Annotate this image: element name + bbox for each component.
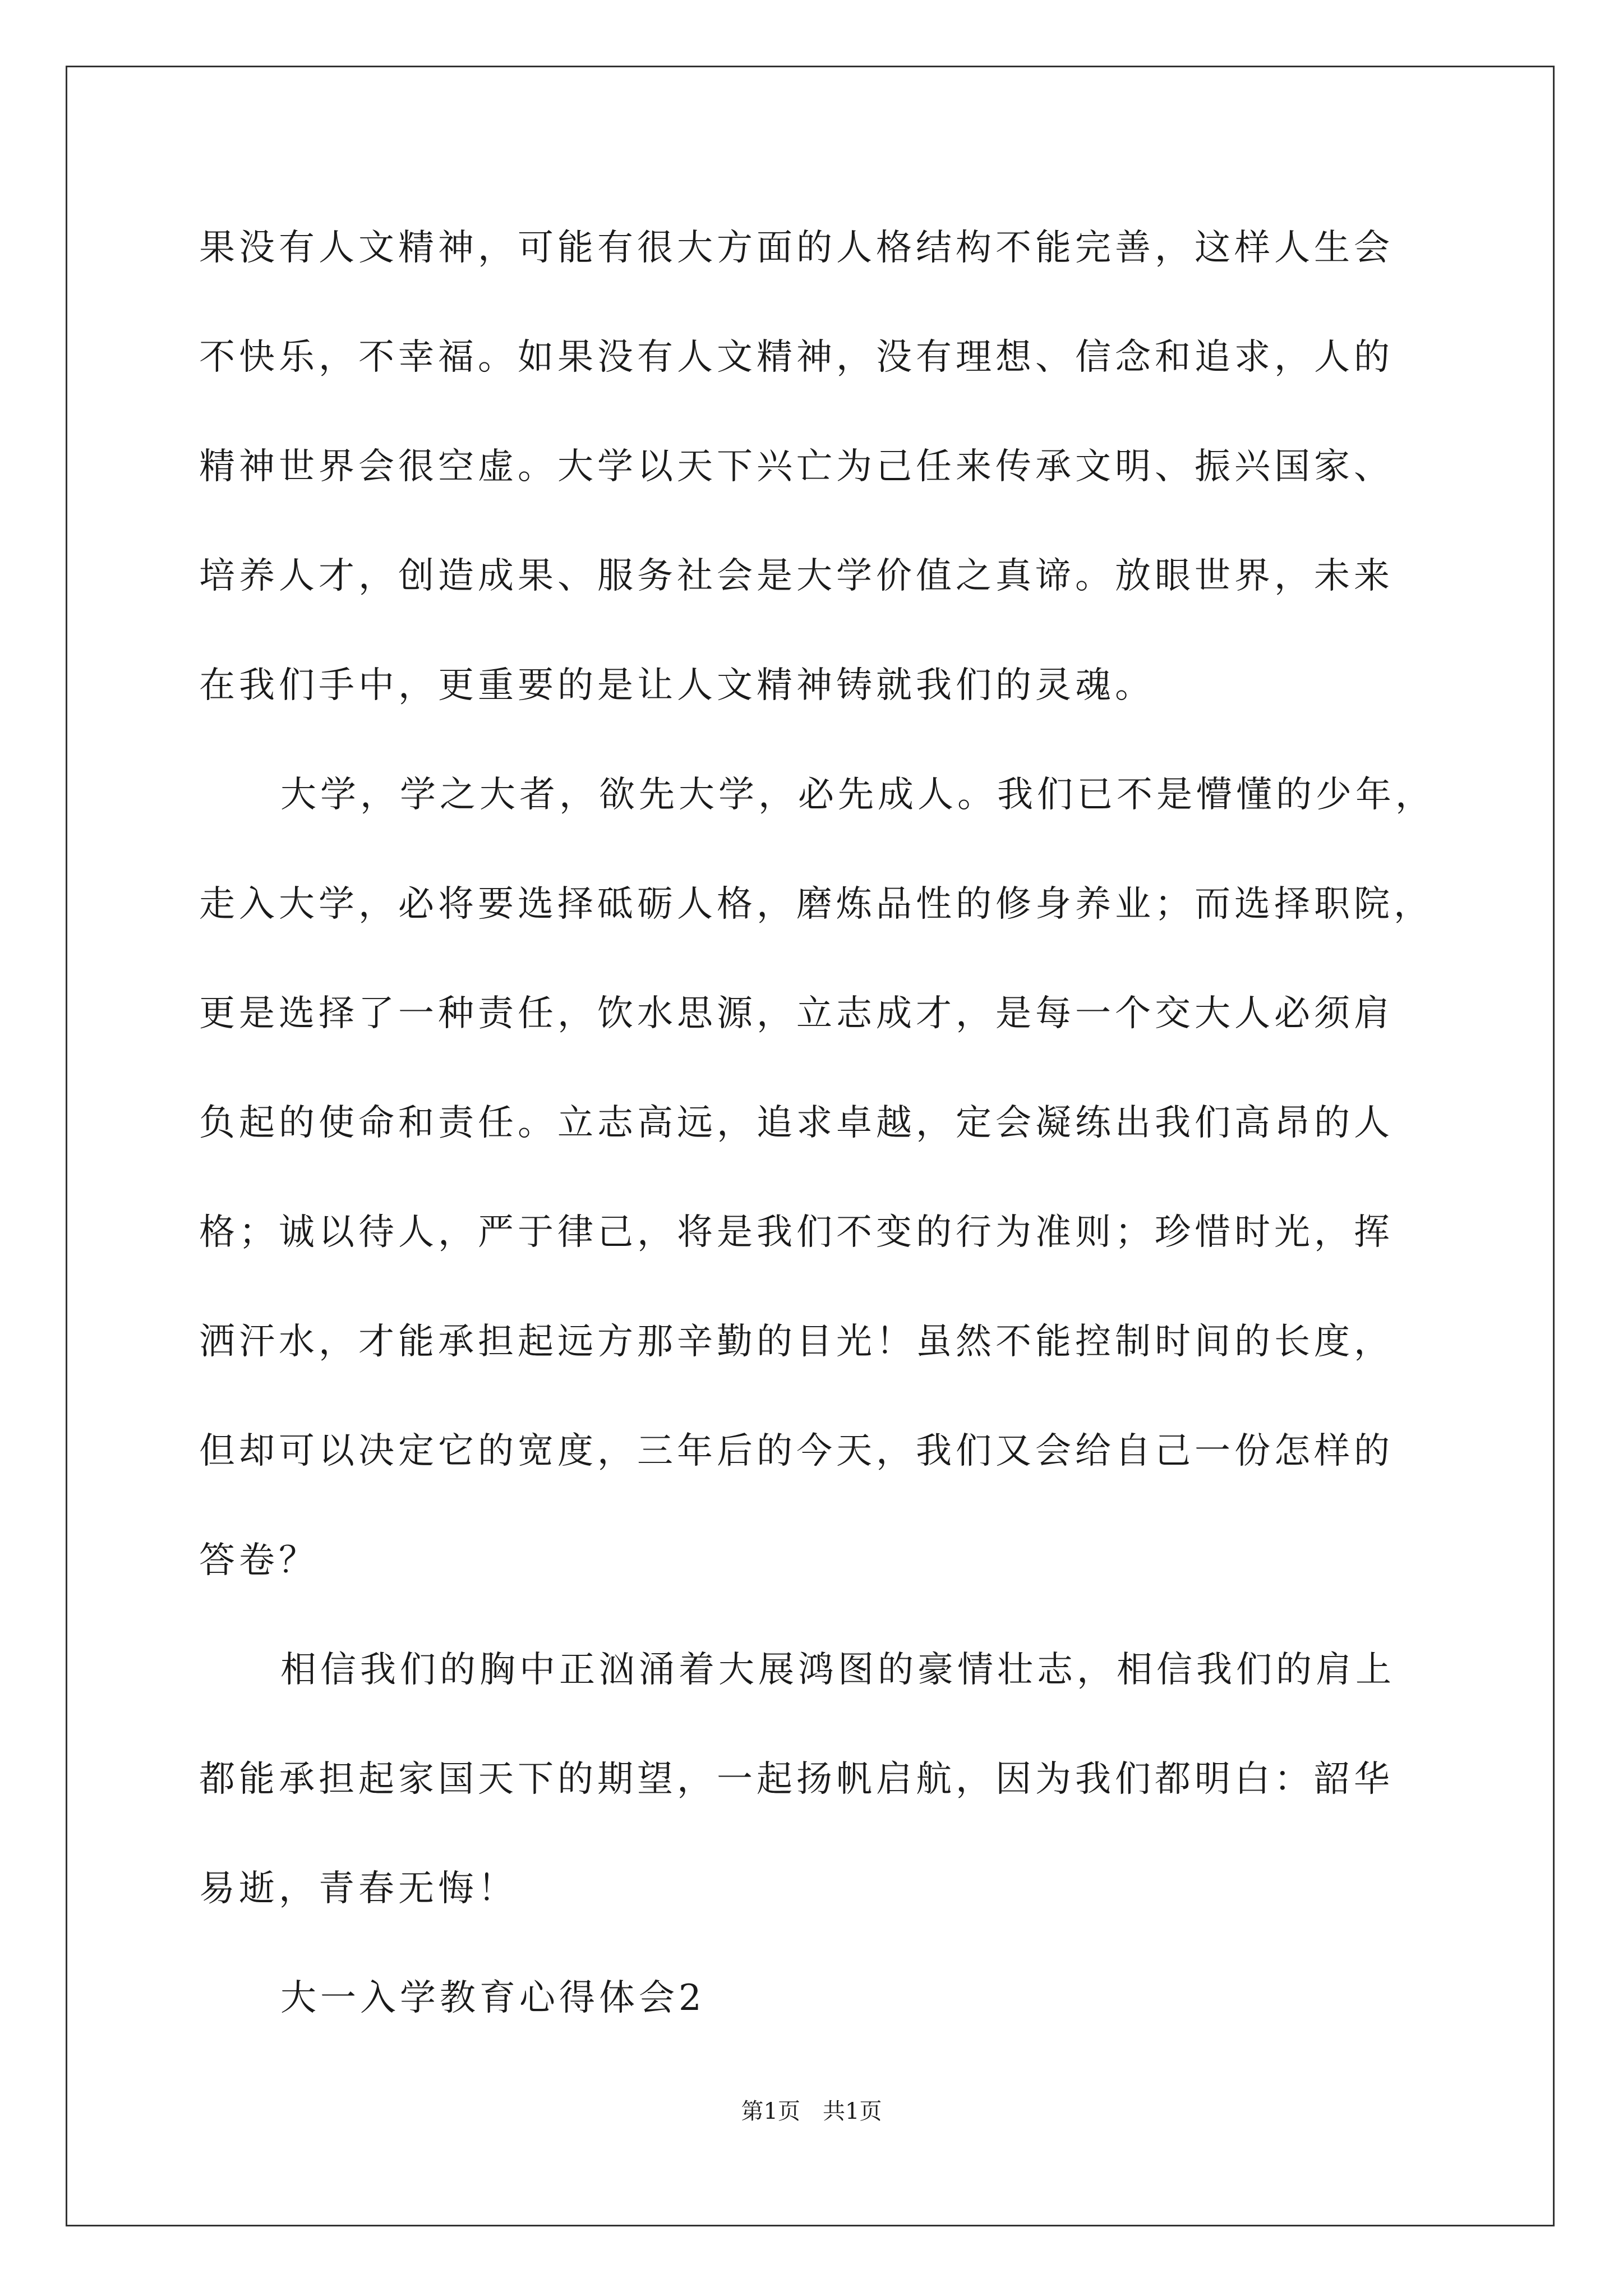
paragraph-2-line-5: 格；诚以待人，严于律己，将是我们不变的行为准则；珍惜时光，挥 xyxy=(199,1212,1394,1253)
paragraph-2-line-2: 走入大学，必将要选择砥砺人格，磨炼品性的修身养业；而选择职院， xyxy=(199,884,1433,925)
paragraph-2-line-6: 洒汗水，才能承担起远方那辛勤的目光！虽然不能控制时间的长度， xyxy=(199,1321,1394,1363)
text-line-3: 精神世界会很空虚。大学以天下兴亡为己任来传承文明、振兴国家、 xyxy=(199,446,1394,487)
section-heading: 大一入学教育心得体会2 xyxy=(280,1977,706,2019)
paragraph-2-line-8: 答卷？ xyxy=(199,1540,319,1581)
text-line-2: 不快乐，不幸福。如果没有人文精神，没有理想、信念和追求，人的 xyxy=(199,337,1394,378)
text-line-5: 在我们手中，更重要的是让人文精神铸就我们的灵魂。 xyxy=(199,665,1155,706)
paragraph-2-line-3: 更是选择了一种责任，饮水思源，立志成才，是每一个交大人必须肩 xyxy=(199,993,1394,1034)
paragraph-3-line-2: 都能承担起家国天下的期望，一起扬帆启航，因为我们都明白：韶华 xyxy=(199,1759,1394,1800)
paragraph-2-line-1: 大学，学之大者，欲先大学，必先成人。我们已不是懵懂的少年， xyxy=(280,774,1435,816)
paragraph-3-line-1: 相信我们的胸中正汹涌着大展鸿图的豪情壮志，相信我们的肩上 xyxy=(280,1649,1395,1691)
paragraph-3-line-3: 易逝，青春无悔！ xyxy=(199,1868,518,1910)
text-line-4: 培养人才，创造成果、服务社会是大学价值之真谛。放眼世界，未来 xyxy=(199,555,1394,597)
text-line-1: 果没有人文精神，可能有很大方面的人格结构不能完善，这样人生会 xyxy=(199,227,1394,269)
paragraph-2-line-7: 但却可以决定它的宽度，三年后的今天，我们又会给自己一份怎样的 xyxy=(199,1430,1394,1472)
page-footer: 第1页 共1页 xyxy=(741,2099,882,2124)
paragraph-2-line-4: 负起的使命和责任。立志高远，追求卓越，定会凝练出我们高昂的人 xyxy=(199,1102,1394,1144)
